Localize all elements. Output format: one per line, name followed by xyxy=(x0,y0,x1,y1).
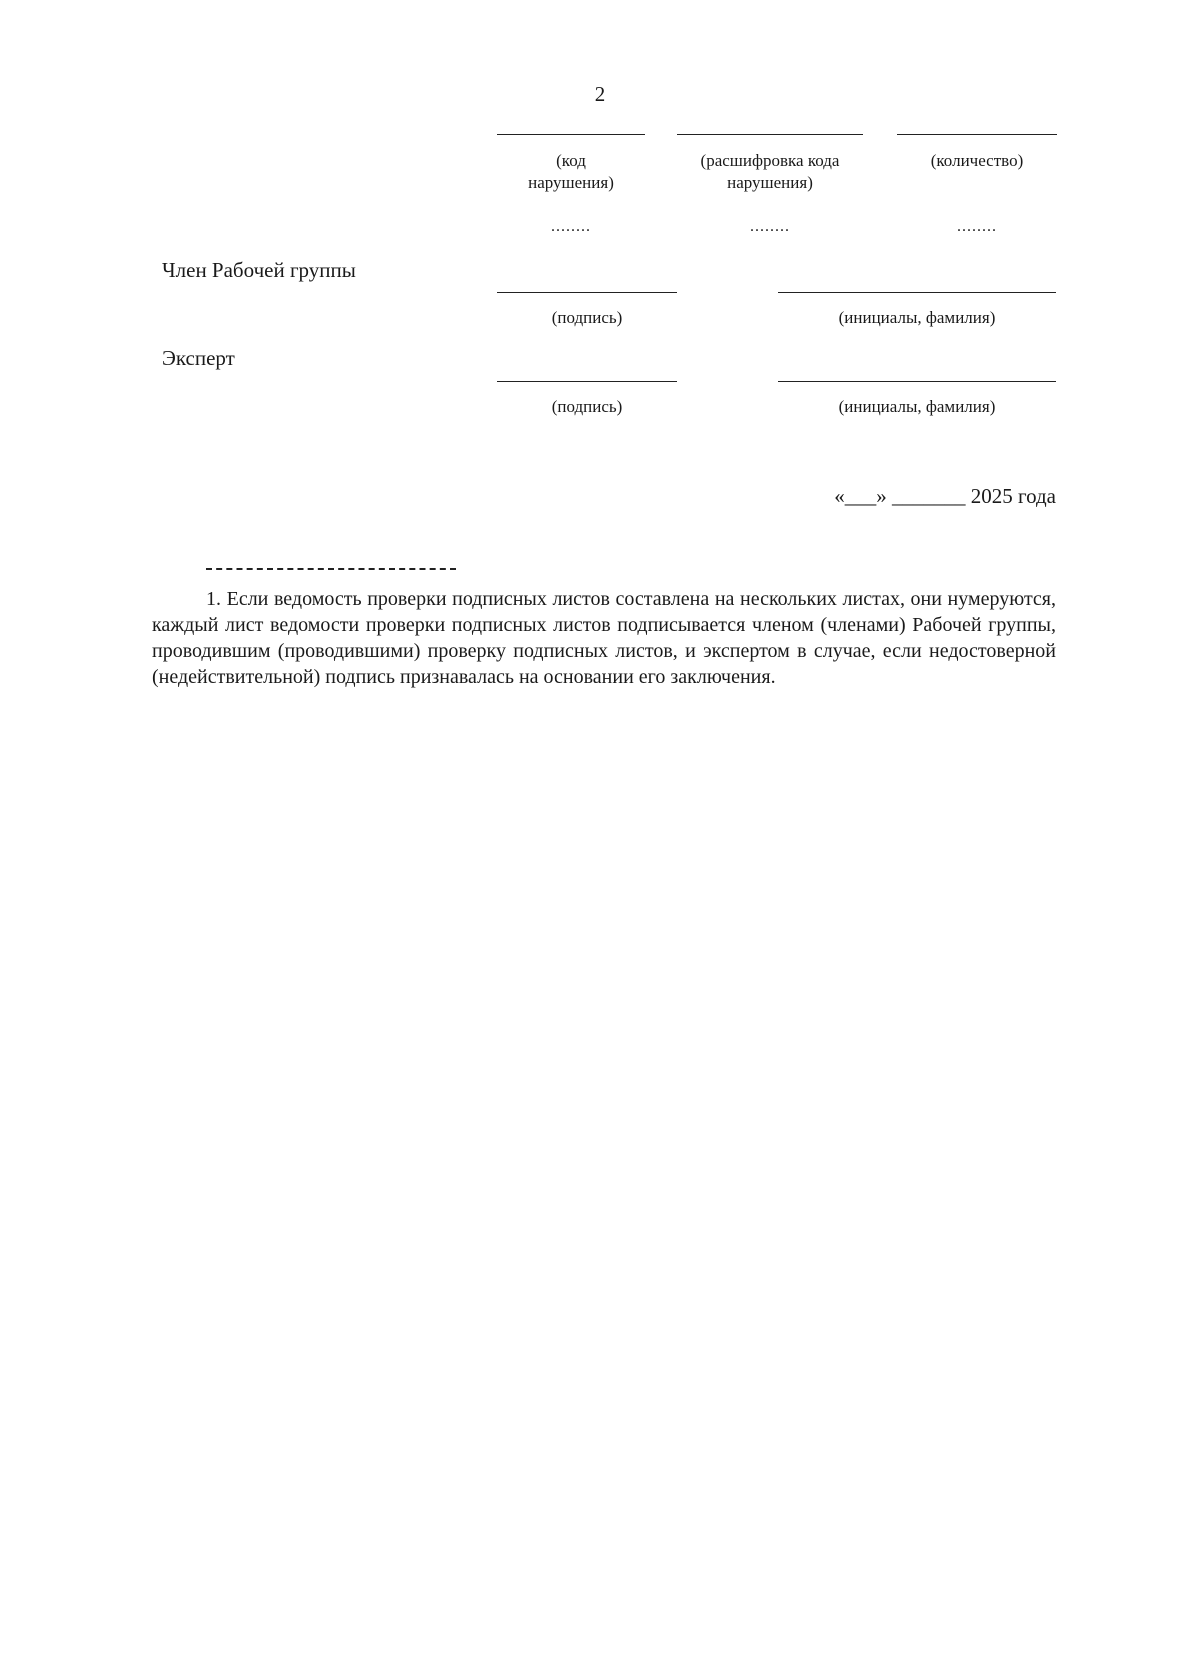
working-group-member-name-caption: (инициалы, фамилия) xyxy=(838,308,996,327)
violation-code-caption: (код нарушения) xyxy=(528,151,614,192)
expert-signature-line xyxy=(497,381,677,382)
expert-label: Эксперт xyxy=(162,346,235,370)
expert-name-line xyxy=(778,381,1056,382)
working-group-member-signature-caption: (подпись) xyxy=(551,308,623,327)
page-number: 2 xyxy=(594,82,606,106)
violation-count-placeholder: ........ xyxy=(957,218,997,235)
working-group-member-label: Член Рабочей группы xyxy=(162,258,356,282)
working-group-member-signature-line xyxy=(497,292,677,293)
violation-count-caption: (количество) xyxy=(930,151,1024,170)
working-group-member-name-line xyxy=(778,292,1056,293)
footnote-text: 1. Если ведомость проверки подписных листов составлена на нескольких листах, они нумеруются, каждый лист ведомости проверки подписных листов подписывается членом (членами) Рабочей группы, проводившим (проводившими) проверку подписных листов, и экспертом в случае, если недостоверной (недействительной) подпись признавалась на основании его заключения. xyxy=(152,588,1056,688)
violation-code-placeholder: ........ xyxy=(551,218,591,235)
violation-decoding-placeholder: ........ xyxy=(750,218,790,235)
document-date: «___» _______ 2025 года xyxy=(834,484,1056,508)
violation-count-line xyxy=(897,134,1057,135)
violation-code-line xyxy=(497,134,645,135)
violation-decoding-caption: (расшифровка кода нарушения) xyxy=(700,151,840,192)
expert-signature-caption: (подпись) xyxy=(551,397,623,416)
footnote-separator xyxy=(206,568,456,570)
violation-decoding-line xyxy=(677,134,863,135)
expert-name-caption: (инициалы, фамилия) xyxy=(838,397,996,416)
